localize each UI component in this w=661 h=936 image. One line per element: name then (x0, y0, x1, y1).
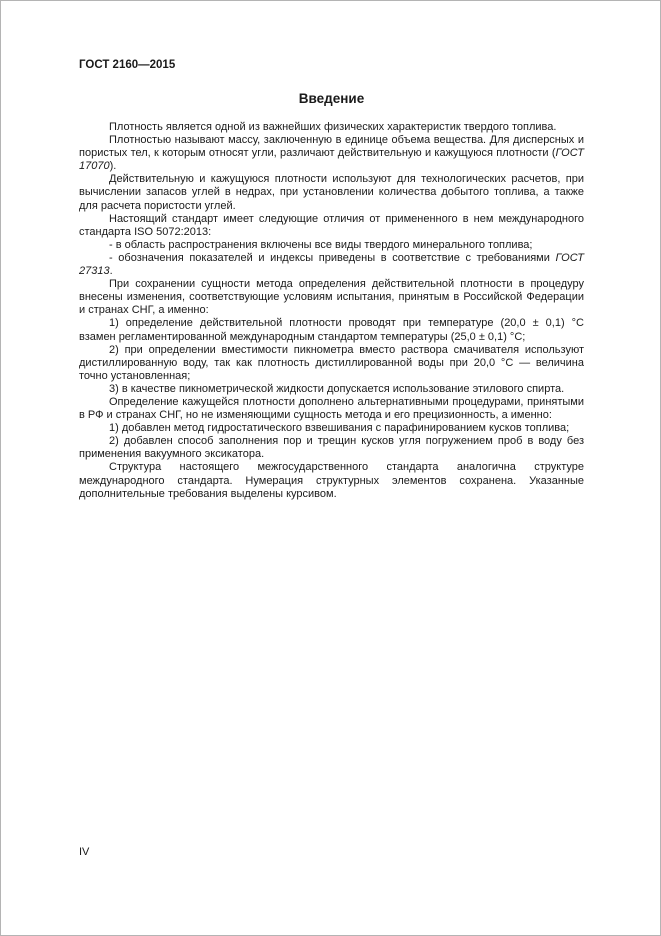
body-text: 2) добавлен способ заполнения пор и трещин кусков угля погружением проб в воду без применения вакуумного эксикатора. (79, 435, 584, 461)
body-text: - в область распространения включены все виды твердого минерального топлива; (109, 238, 533, 251)
document-title: Введение (298, 91, 365, 106)
body-text: 1) определение действительной плотности проводят при температуре (20,0 ± 0,1) °С взамен регламентированной международным стандартом температуры (25,0 ± 0,1) °С; (79, 317, 584, 343)
reference-text: ГОСТ 27313 (79, 251, 584, 278)
body-text: 1) добавлен метод гидростатического взвешивания с парафинированием кусков топлива; (109, 422, 570, 435)
paragraph (79, 422, 584, 435)
body-text: Плотностью называют массу, заключенную в единице объема вещества. Для дисперсных и пористых тел, к которым относят угли, различают действительную и кажущуюся плотности ( (79, 134, 584, 160)
body-text: Определение кажущейся плотности дополнено альтернативными процедурами, принятыми в РФ и странах СНГ, но не изменяющими сущность метода и его прецизионность, а именно: (79, 395, 584, 422)
paragraph (79, 121, 584, 134)
paragraph (79, 239, 584, 252)
paragraph (79, 396, 584, 422)
body-text: Настоящий стандарт имеет следующие отличия от примененного в нем международного стандарта ISO 5072:2013: (79, 212, 584, 238)
body-text: 3) в качестве пикнометрической жидкости допускается использование этилового спирта. (109, 382, 565, 395)
body-text: - обозначения показателей и индексы приведены в соответствие с требованиями (109, 251, 556, 264)
body-text: ). (109, 160, 117, 173)
body-text: Структура настоящего межгосударственного стандарта аналогична структуре международного стандарта. Нумерация структурных элементов сохранена. Указанные дополнительные требования выделены курсивом. (79, 461, 584, 500)
paragraph (79, 435, 584, 461)
paragraph (79, 344, 584, 383)
paragraph (79, 173, 584, 212)
paragraph (79, 278, 584, 317)
paragraph (79, 383, 584, 396)
body-text: Плотность является одной из важнейших физических характеристик твердого топлива. (109, 121, 557, 133)
paragraph (79, 317, 584, 343)
reference-text: ГОСТ 17070 (79, 147, 584, 173)
paragraph (79, 134, 584, 173)
body-text: 2) при определении вместимости пикнометра вместо раствора смачивателя используют дистиллированную воду, так как плотность дистиллированной воды при 20,0 °С — величина точно установленная; (79, 343, 584, 382)
body-text: Действительную и кажущуюся плотности используют для технологических расчетов, при вычислении запасов углей в недрах, при установлении количества добытого топлива, а также для расчета пористости углей. (79, 173, 584, 212)
document-body (79, 121, 584, 501)
body-text: . (109, 265, 113, 278)
page-number: IV (79, 846, 90, 858)
document-code: ГОСТ 2160—2015 (79, 59, 176, 71)
paragraph (79, 213, 584, 239)
body-text: При сохранении сущности метода определения действительной плотности в процедуру внесены изменения, соответствующие условиям испытания, принятым в Российской Федерации и странах СНГ, а именно: (79, 278, 584, 317)
paragraph (79, 252, 584, 278)
paragraph (79, 461, 584, 500)
